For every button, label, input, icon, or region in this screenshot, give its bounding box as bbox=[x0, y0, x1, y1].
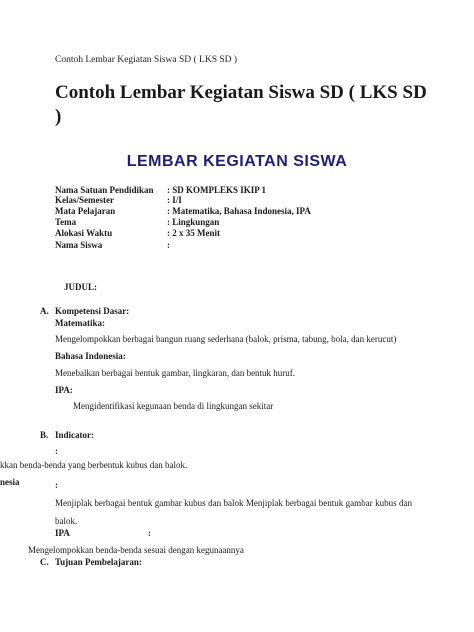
colon-mark: : bbox=[148, 528, 151, 538]
section-a-letter: A. bbox=[40, 306, 49, 316]
colon-mark: : bbox=[55, 480, 58, 490]
ipa-text-b: Mengelompokkan benda-benda sesuai dengan kegunaannya bbox=[28, 545, 244, 555]
ipa-label: IPA: bbox=[55, 385, 73, 395]
mat-text: Mengelompokkan berbagai bangun ruang sederhana (balok, prisma, tabung, bola, dan kerucut) bbox=[55, 334, 397, 344]
indicator-text: kkan benda-benda yang berbentuk kubus dan balok. bbox=[0, 460, 188, 470]
section-c-title: Tujuan Pembelajaran: bbox=[55, 557, 142, 567]
info-value: : I/I bbox=[167, 195, 182, 205]
info-label: Alokasi Waktu bbox=[55, 228, 113, 238]
info-label: Nama Satuan Pendidikan bbox=[55, 185, 154, 195]
info-value: : Matematika, Bahasa Indonesia, IPA bbox=[167, 206, 311, 216]
document-small-title: Contoh Lembar Kegiatan Siswa SD ( LKS SD ) bbox=[55, 55, 238, 65]
ipa-text: Mengidentifikasi kegunaan benda di lingkungan sekitar bbox=[73, 401, 274, 411]
bi-text: Menebalkan berbagai bentuk gambar, lingkaran, dan bentuk huruf. bbox=[55, 368, 296, 378]
bi-label: Bahasa Indonesia: bbox=[55, 351, 126, 361]
info-value: : SD KOMPLEKS IKIP 1 bbox=[167, 185, 267, 195]
section-c-letter: C. bbox=[40, 557, 49, 567]
judul-label: JUDUL: bbox=[64, 282, 97, 292]
info-label: Mata Pelajaran bbox=[55, 206, 116, 216]
section-b-title: Indicator: bbox=[55, 430, 94, 440]
document-title: Contoh Lembar Kegiatan Siswa SD ( LKS SD ) bbox=[55, 82, 427, 127]
info-label: Kelas/Semester bbox=[55, 195, 114, 205]
colon-mark: : bbox=[55, 446, 58, 456]
sheet-heading: LEMBAR KEGIATAN SISWA bbox=[126, 153, 348, 170]
mat-label: Matematika: bbox=[55, 318, 105, 328]
info-label: Nama Siswa bbox=[55, 240, 103, 250]
ipa-label-b: IPA bbox=[55, 528, 70, 538]
bi-fragment: nesia bbox=[0, 477, 20, 487]
info-value: : 2 x 35 Menit bbox=[167, 228, 220, 238]
justify-text: Menjiplak berbagai bentuk gambar kubus dan balok Menjiplak berbagai bentuk gambar kubus dan balok. bbox=[55, 498, 412, 526]
info-label: Tema bbox=[55, 217, 77, 227]
section-b-letter: B. bbox=[40, 430, 49, 440]
section-a-title: Kompetensi Dasar: bbox=[55, 306, 130, 316]
info-value: : bbox=[167, 240, 170, 250]
info-value: : Lingkungan bbox=[167, 217, 220, 227]
